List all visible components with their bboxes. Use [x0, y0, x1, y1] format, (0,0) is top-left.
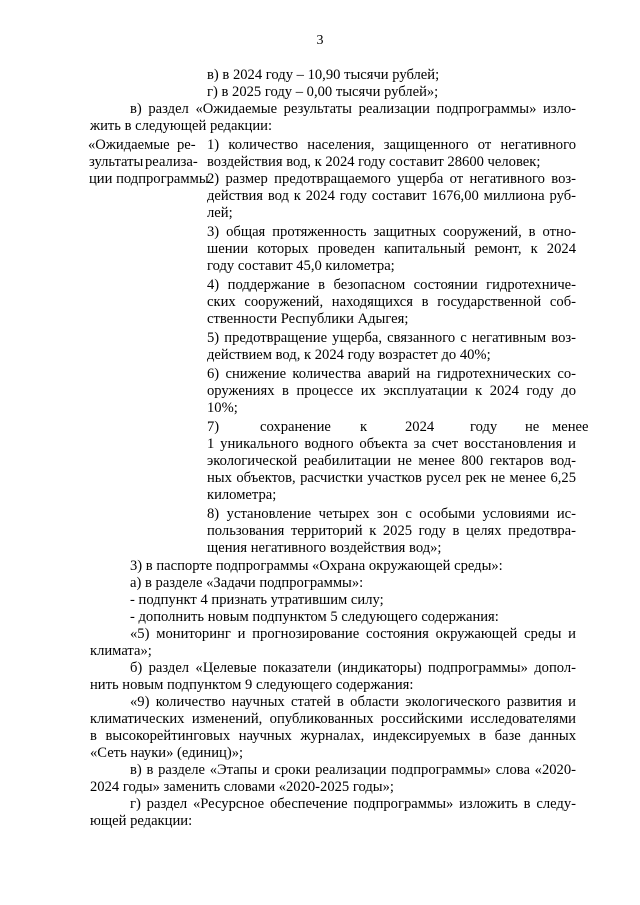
- item-2-line-1: 2) размер предотвращаемого ущерба от негативного воз-: [207, 171, 576, 187]
- para-quote-9-line-1: «9) количество научных статей в области экологического развития и: [130, 694, 576, 710]
- item-1-line-2: воздействия вод, к 2024 году составит 28600 человек;: [207, 154, 541, 170]
- item-4-line-2: ских сооружений, находящихся в государственной соб-: [207, 294, 576, 310]
- item-3-line-3: году составит 45,0 километра;: [207, 258, 395, 274]
- item-7-line-3: экологической реабилитации не менее 800 гектаров вод-: [207, 453, 576, 469]
- item-7-word-1: 7): [207, 419, 220, 435]
- item-8-line-3: щения негативного воздействия вод»;: [207, 540, 442, 556]
- item-7-word-5: году: [470, 419, 498, 435]
- para-b-line-2: нить новым подпунктом 9 следующего содержания:: [90, 677, 414, 693]
- table-left-2b: реализа-: [145, 154, 198, 170]
- item-8-line-2: пользования территорий к 2025 году в целях предотвра-: [207, 523, 576, 539]
- item-6-line-2: оружениях в процессе их эксплуатации к 2024 году до: [207, 383, 576, 399]
- item-4-line-1: 4) поддержание в безопасном состоянии гидротехниче-: [207, 277, 576, 293]
- item-7-word-7: менее: [552, 419, 589, 435]
- item-7-line-2: 1 уникального водного объекта за счет восстановления и: [207, 436, 576, 452]
- table-left-1a: «Ожидаемые: [88, 137, 170, 153]
- item-7-word-6: не: [525, 419, 540, 435]
- para-quote-9-line-4: «Сеть науки» (единиц)»;: [90, 745, 244, 761]
- page-number: 3: [316, 33, 324, 48]
- para-quote-9-line-3: в высокорейтинговых научных журналах, индексируемых в базе данных: [90, 728, 576, 744]
- item-3-line-2: шении которых проведен капитальный ремонт, к 2024: [207, 241, 576, 257]
- item-5-line-1: 5) предотвращение ущерба, связанного с негативным воз-: [207, 330, 576, 346]
- para-quote-5-line-2: климата»;: [90, 643, 152, 659]
- item-8-line-1: 8) установление четырех зон с особыми условиями ис-: [207, 506, 576, 522]
- section-v-line-2: жить в следующей редакции:: [90, 118, 273, 134]
- para-quote-5-line-1: «5) мониторинг и прогнозирование состояния окружающей среды и: [130, 626, 576, 642]
- funding-2024-line: в) в 2024 году – 10,90 тысячи рублей;: [207, 67, 440, 83]
- para-3-heading: 3) в паспорте подпрограммы «Охрана окружающей среды»:: [130, 558, 503, 574]
- table-left-3: ции подпрограммы: [89, 171, 209, 187]
- item-2-line-2: действия вод к 2024 году составит 1676,00 миллиона руб-: [207, 188, 576, 204]
- item-7-word-2: сохранение: [260, 419, 331, 435]
- para-v-line-2: 2024 годы» заменить словами «2020-2025 годы»;: [90, 779, 394, 795]
- item-7-line-5: километра;: [207, 487, 277, 503]
- item-7-line-4: ных объектов, расчистки участков русел рек не менее 6,25: [207, 470, 576, 486]
- para-a-dash-1: - подпункт 4 признать утратившим силу;: [130, 592, 384, 608]
- para-g-line-1: г) раздел «Ресурсное обеспечение подпрограммы» изложить в следу-: [130, 796, 576, 812]
- para-g-line-2: ющей редакции:: [90, 813, 193, 829]
- item-1-line-1: 1) количество населения, защищенного от негативного: [207, 137, 576, 153]
- table-left-2a: зультаты: [89, 154, 144, 170]
- para-a: а) в разделе «Задачи подпрограммы»:: [130, 575, 364, 591]
- item-4-line-3: ственности Республики Адыгея;: [207, 311, 409, 327]
- item-7-word-4: 2024: [405, 419, 435, 435]
- item-5-line-2: действием вод, к 2024 году возрастет до 40%;: [207, 347, 491, 363]
- item-2-line-3: лей;: [207, 205, 233, 221]
- para-v-line-1: в) в разделе «Этапы и сроки реализации подпрограммы» слова «2020-: [130, 762, 576, 778]
- item-7-word-3: к: [360, 419, 368, 435]
- item-6-line-1: 6) снижение количества аварий на гидротехнических со-: [207, 366, 576, 382]
- para-a-dash-2: - дополнить новым подпунктом 5 следующего содержания:: [130, 609, 499, 625]
- item-6-line-3: 10%;: [207, 400, 238, 416]
- para-quote-9-line-2: климатических изменений, опубликованных российскими исследователями: [90, 711, 576, 727]
- item-3-line-1: 3) общая протяженность защитных сооружений, в отно-: [207, 224, 576, 240]
- para-b-line-1: б) раздел «Целевые показатели (индикаторы) подпрограммы» допол-: [130, 660, 576, 676]
- table-left-1b: ре-: [177, 137, 196, 153]
- funding-2025-line: г) в 2025 году – 0,00 тысячи рублей»;: [207, 84, 439, 100]
- section-v-line-1: в) раздел «Ожидаемые результаты реализации подпрограммы» изло-: [130, 101, 576, 117]
